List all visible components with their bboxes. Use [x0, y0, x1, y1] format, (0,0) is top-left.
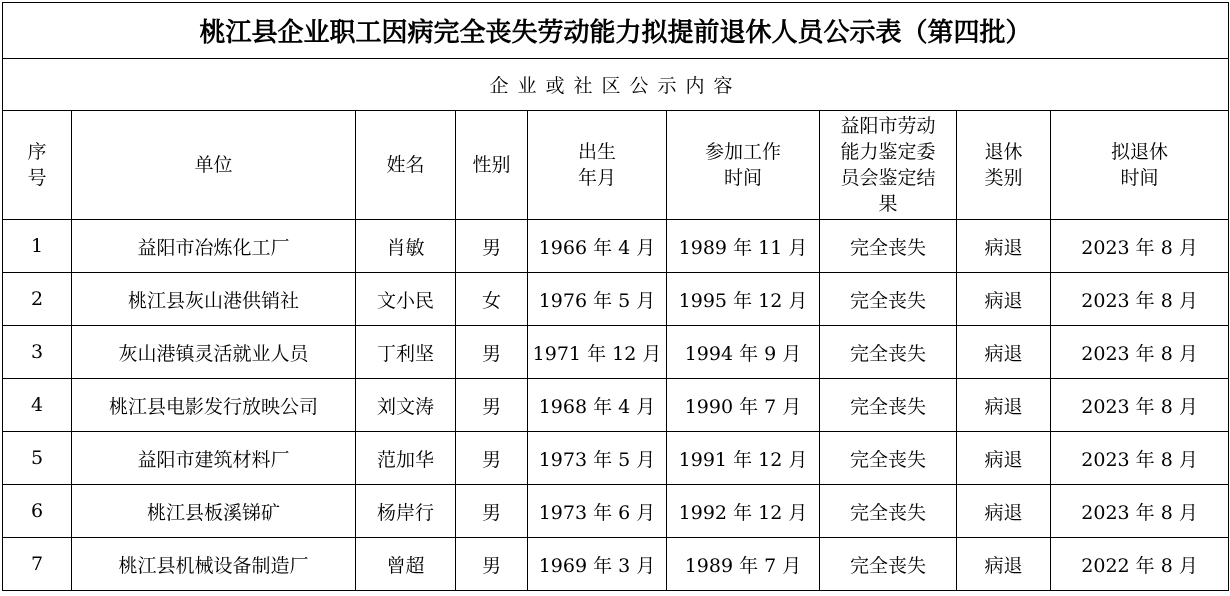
table-row	[3, 273, 1229, 326]
header-assessment: 益阳市劳动能力鉴定委员会鉴定结果	[820, 111, 957, 220]
cell-unit: 灰山港镇灵活就业人员	[72, 326, 356, 379]
cell-retire-type: 病退	[957, 273, 1051, 326]
cell-unit: 桃江县板溪锑矿	[72, 485, 356, 538]
cell-retire-time: 2023 年 8 月	[1051, 432, 1229, 485]
cell-seq: 7	[3, 538, 72, 591]
table-row	[3, 220, 1229, 273]
header-work-start: 参加工作时间	[667, 111, 820, 220]
cell-assessment: 完全丧失	[820, 220, 957, 273]
cell-birth: 1973 年 5 月	[528, 432, 667, 485]
cell-retire-type: 病退	[957, 432, 1051, 485]
cell-unit: 桃江县灰山港供销社	[72, 273, 356, 326]
cell-name: 范加华	[356, 432, 456, 485]
cell-retire-time: 2023 年 8 月	[1051, 379, 1229, 432]
cell-birth: 1968 年 4 月	[528, 379, 667, 432]
cell-retire-time: 2023 年 8 月	[1051, 326, 1229, 379]
table-row	[3, 432, 1229, 485]
table-row	[3, 326, 1229, 379]
cell-unit: 益阳市冶炼化工厂	[72, 220, 356, 273]
header-name: 姓名	[356, 111, 456, 220]
cell-retire-type: 病退	[957, 379, 1051, 432]
cell-assessment: 完全丧失	[820, 538, 957, 591]
cell-seq: 5	[3, 432, 72, 485]
cell-name: 肖敏	[356, 220, 456, 273]
header-retire-time: 拟退休时间	[1051, 111, 1229, 220]
cell-gender: 男	[456, 538, 528, 591]
cell-retire-type: 病退	[957, 326, 1051, 379]
cell-seq: 4	[3, 379, 72, 432]
header-birth: 出生年月	[528, 111, 667, 220]
cell-work-start: 1989 年 11 月	[667, 220, 820, 273]
cell-unit: 益阳市建筑材料厂	[72, 432, 356, 485]
cell-name: 刘文涛	[356, 379, 456, 432]
header-retire-type: 退休类别	[957, 111, 1051, 220]
cell-seq: 2	[3, 273, 72, 326]
cell-birth: 1969 年 3 月	[528, 538, 667, 591]
cell-retire-time: 2023 年 8 月	[1051, 220, 1229, 273]
cell-work-start: 1994 年 9 月	[667, 326, 820, 379]
table-title: 桃江县企业职工因病完全丧失劳动能力拟提前退休人员公示表（第四批）	[3, 3, 1229, 59]
cell-name: 文小民	[356, 273, 456, 326]
cell-birth: 1976 年 5 月	[528, 273, 667, 326]
cell-work-start: 1991 年 12 月	[667, 432, 820, 485]
cell-unit: 桃江县机械设备制造厂	[72, 538, 356, 591]
table-subtitle: 企业或社区公示内容	[3, 59, 1229, 111]
cell-name: 丁利坚	[356, 326, 456, 379]
cell-seq: 1	[3, 220, 72, 273]
cell-assessment: 完全丧失	[820, 326, 957, 379]
cell-assessment: 完全丧失	[820, 273, 957, 326]
cell-assessment: 完全丧失	[820, 485, 957, 538]
cell-work-start: 1989 年 7 月	[667, 538, 820, 591]
cell-retire-type: 病退	[957, 538, 1051, 591]
cell-gender: 男	[456, 432, 528, 485]
table-row	[3, 538, 1229, 591]
cell-gender: 男	[456, 220, 528, 273]
cell-gender: 女	[456, 273, 528, 326]
cell-seq: 3	[3, 326, 72, 379]
cell-unit: 桃江县电影发行放映公司	[72, 379, 356, 432]
header-seq: 序号	[3, 111, 72, 220]
cell-birth: 1973 年 6 月	[528, 485, 667, 538]
table-row	[3, 379, 1229, 432]
header-unit: 单位	[72, 111, 356, 220]
cell-gender: 男	[456, 326, 528, 379]
table-row	[3, 485, 1229, 538]
cell-birth: 1966 年 4 月	[528, 220, 667, 273]
cell-retire-time: 2023 年 8 月	[1051, 485, 1229, 538]
cell-assessment: 完全丧失	[820, 379, 957, 432]
retirement-publicity-table	[2, 2, 1229, 591]
cell-gender: 男	[456, 379, 528, 432]
cell-work-start: 1992 年 12 月	[667, 485, 820, 538]
cell-assessment: 完全丧失	[820, 432, 957, 485]
header-gender: 性别	[456, 111, 528, 220]
cell-retire-type: 病退	[957, 220, 1051, 273]
cell-seq: 6	[3, 485, 72, 538]
cell-retire-type: 病退	[957, 485, 1051, 538]
cell-retire-time: 2022 年 8 月	[1051, 538, 1229, 591]
cell-work-start: 1995 年 12 月	[667, 273, 820, 326]
cell-work-start: 1990 年 7 月	[667, 379, 820, 432]
cell-name: 曾超	[356, 538, 456, 591]
cell-gender: 男	[456, 485, 528, 538]
cell-birth: 1971 年 12 月	[528, 326, 667, 379]
cell-name: 杨岸行	[356, 485, 456, 538]
cell-retire-time: 2023 年 8 月	[1051, 273, 1229, 326]
